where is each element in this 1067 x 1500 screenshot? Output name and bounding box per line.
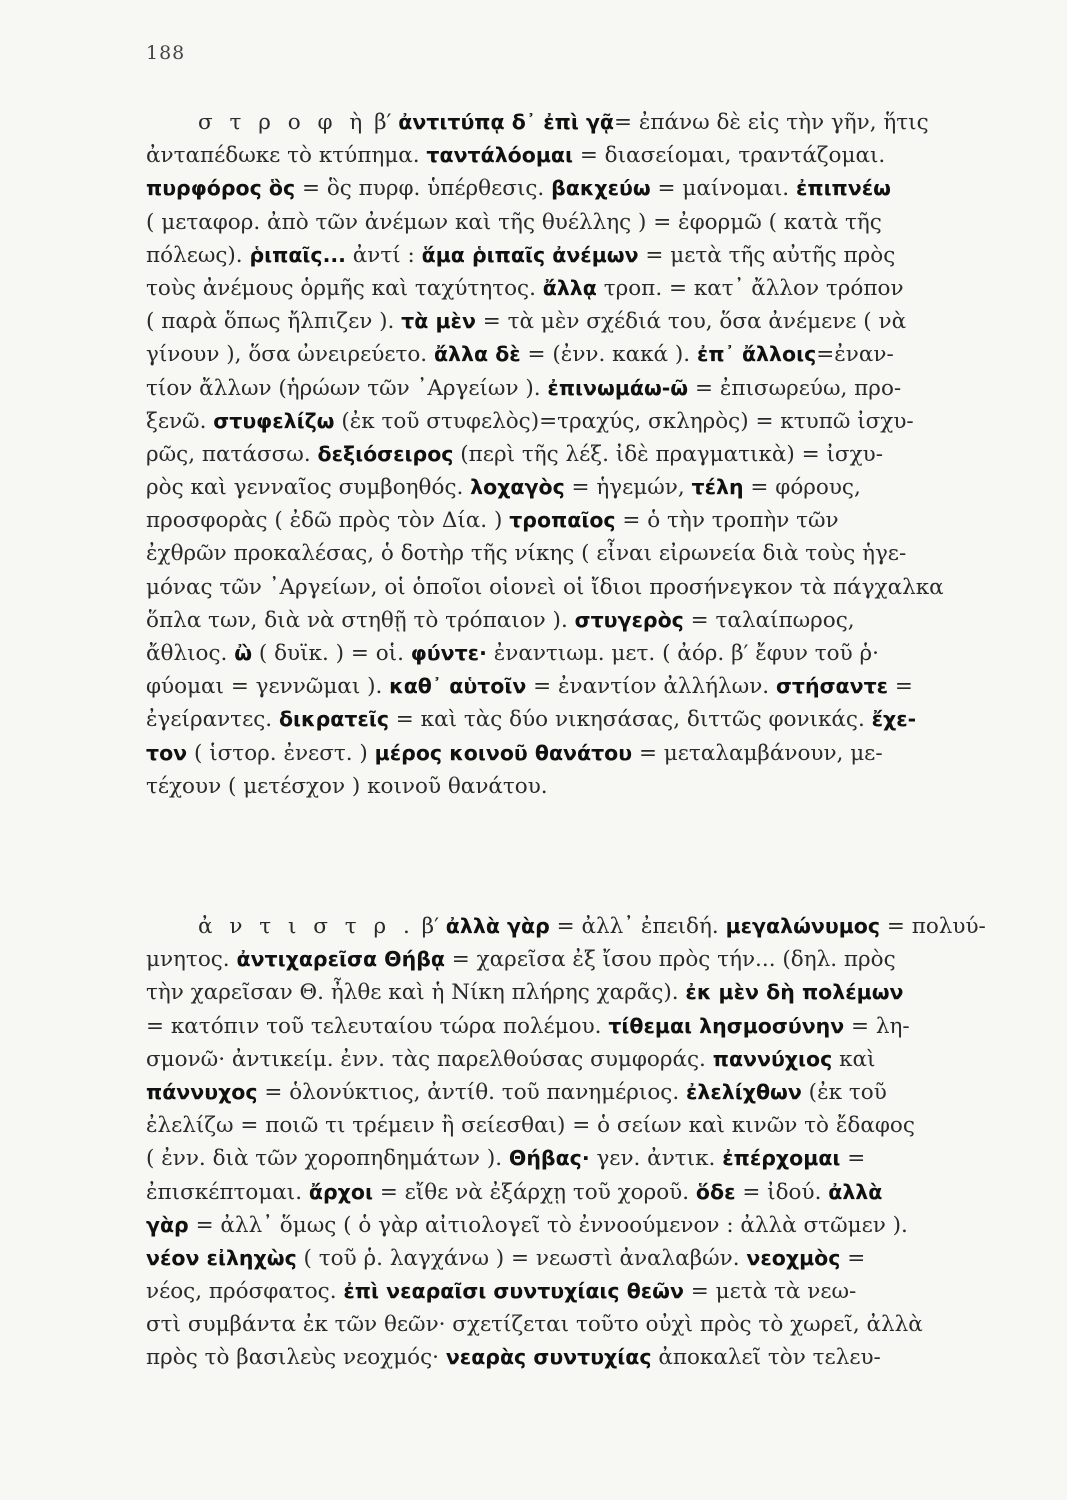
gloss-text: = κατόπιν τοῦ τελευταίου τώρα πολέμου.	[146, 1013, 609, 1039]
text-line	[146, 504, 1046, 537]
gloss-text: τέχουν ( μετέσχον ) κοινοῦ θανάτου.	[146, 773, 548, 799]
gloss-text: ( ἱστορ. ἐνεστ. )	[187, 740, 375, 766]
lemma: στήσαντε	[775, 674, 889, 699]
gloss-text: καὶ	[832, 1046, 876, 1072]
gloss-text: ( ἐνν. διὰ τῶν χοροπηδημάτων ).	[146, 1146, 509, 1172]
gloss-text: = χαρεῖσα ἐξ ἴσου πρὸς τήν... (δηλ. πρὸς	[444, 947, 896, 973]
lemma: φύντε·	[410, 641, 487, 665]
gloss-text: = ἡγεμών,	[564, 475, 692, 501]
lemma: λοχαγὸς	[470, 475, 565, 500]
lemma: νέον εἰληχὼς	[146, 1245, 297, 1270]
gloss-text: =	[840, 1146, 866, 1172]
gloss-text: = μαίνομαι.	[650, 176, 796, 202]
gloss-text: = ἐπισωρεύω, προ-	[688, 375, 902, 401]
gloss-text: = ὃς πυρφ. ὑπέρθεσις.	[295, 176, 552, 202]
gloss-text: = εἴθε νὰ ἐξάρχῃ τοῦ χοροῦ.	[372, 1179, 696, 1205]
lemma: ἔχε-	[871, 707, 917, 732]
text-line	[146, 139, 1046, 172]
gloss-text: =	[888, 674, 913, 700]
lemma: μεγαλώνυμος	[725, 914, 881, 938]
text-line	[146, 239, 1046, 272]
lemma: νεοχμὸς	[746, 1245, 841, 1270]
text-line	[146, 206, 1046, 239]
text-line	[146, 272, 1046, 305]
gloss-text: τίον ἄλλων (ἡρώων τῶν ᾽Αργείων ).	[146, 375, 548, 401]
lemma: ἄλλα δὲ	[433, 342, 521, 367]
gloss-text: ( δυϊκ. ) = οἱ.	[252, 641, 411, 666]
lemma: τὰ μὲν	[401, 309, 476, 334]
text-line	[146, 571, 1046, 604]
text-line	[146, 1308, 1046, 1341]
lemma: ἐκ μὲν δὴ πολέμων	[685, 980, 904, 1005]
gloss-text: πρὸς τὸ βασιλεὺς νεοχμός·	[146, 1345, 446, 1371]
lemma: τροπαῖος	[509, 508, 616, 533]
gloss-text: νέος, πρόσφατος.	[146, 1279, 344, 1305]
text-line	[146, 405, 1046, 438]
text-line	[146, 1176, 1046, 1209]
gloss-text: ἐλελίζω = ποιῶ τι τρέμειν ἢ σείεσθαι) = ὁ σείων καὶ κινῶν τὸ ἔδαφος	[146, 1113, 915, 1139]
gloss-text: (περὶ τῆς λέξ. ἰδὲ πραγματικὰ) = ἰσχυ-	[453, 441, 883, 467]
gloss-text: =	[840, 1245, 866, 1271]
lemma: στυφελίζω	[213, 408, 335, 433]
lemma: τίθεμαι λησμοσύνην	[608, 1013, 845, 1038]
gloss-text: μνητος.	[146, 947, 237, 973]
lemma: μέρος κοινοῦ θανάτου	[374, 740, 633, 765]
text-line	[146, 1341, 1046, 1374]
text-line	[146, 943, 1046, 976]
gloss-text: ὅπλα των, διὰ νὰ στηθῇ τὸ τρόπαιον ).	[146, 607, 575, 633]
lemma: ἀλλὰ γὰρ	[445, 914, 550, 938]
gloss-text: = ἰδού.	[735, 1179, 829, 1205]
text-line	[146, 1275, 1046, 1308]
gloss-text: = μεταλαμβάνουν, με-	[632, 740, 883, 766]
lemma: πυρφόρος ὃς	[146, 176, 296, 201]
gloss-text: = ταλαίπωρος,	[683, 607, 855, 633]
text-line	[146, 338, 1046, 371]
gloss-text: στὶ συμβάντα ἐκ τῶν θεῶν· σχετίζεται τοῦτο οὐχὶ πρὸς τὸ χωρεῖ, ἀλλὰ	[146, 1312, 923, 1338]
lemma: ὢ	[234, 641, 253, 665]
lemma: παννύχιος	[712, 1046, 833, 1071]
section-label: σ τ ρ ο φ ὴ	[198, 110, 368, 135]
gloss-text: τοὺς ἀνέμους ὁρμῆς καὶ ταχύτητος.	[146, 275, 543, 301]
lemma: ἐπὶ νεαραῖσι συντυχίαις θεῶν	[343, 1279, 684, 1304]
gloss-text: ( μεταφορ. ἀπὸ τῶν ἀνέμων καὶ τῆς θυέλλης ) = ἐφορμῶ ( κατὰ τῆς	[146, 209, 882, 235]
lemma: γὰρ	[146, 1212, 189, 1237]
gloss-text: = ἐναντίον ἀλλήλων.	[526, 674, 776, 700]
gloss-text: (ἐκ τοῦ στυφελὸς)=τραχύς, σκληρὸς) = κτυπῶ ἰσχυ-	[334, 408, 914, 434]
gloss-text: μόνας τῶν ᾽Αργείων, οἱ ὁποῖοι οἱονεὶ οἱ ἴδιοι προσήνεγκον τὰ πάγχαλκα	[146, 574, 944, 600]
lemma: ταντάλόομαι	[426, 143, 573, 168]
text-line	[146, 703, 1046, 736]
gloss-text: ξενῶ.	[146, 408, 214, 434]
text-line	[146, 670, 1046, 703]
gloss-text: ἐπισκέπτομαι.	[146, 1179, 309, 1205]
gloss-text: ἐχθρῶν προκαλέσας, ὁ δοτὴρ τῆς νίκης ( εἶναι εἰρωνεία διὰ τοὺς ἡγε-	[146, 541, 907, 567]
text-line	[146, 305, 1046, 338]
lemma: δεξιόσειρος	[317, 441, 454, 466]
lemma: ἐπιπνέω	[795, 176, 891, 201]
lemma: ἀντιχαρεῖσα Θήβᾳ	[236, 947, 445, 972]
gloss-text: = μετὰ τὰ νεω-	[683, 1279, 857, 1305]
gloss-text: = λη-	[844, 1013, 910, 1039]
gloss-text: πόλεως).	[146, 242, 250, 268]
text-line	[146, 1209, 1046, 1242]
lemma: ἐπέρχομαι	[722, 1146, 841, 1171]
lemma: ῥιπαῖς...	[249, 242, 346, 267]
gloss-text: γεν. ἀντικ.	[589, 1146, 723, 1172]
text-line	[146, 106, 1046, 139]
text-line	[146, 770, 1046, 803]
gloss-text: τὴν χαρεῖσαν Θ. ἦλθε καὶ ἡ Νίκη πλήρης χαρᾶς).	[146, 980, 686, 1006]
lemma: ἐλελίχθων	[686, 1079, 802, 1104]
text-line	[146, 537, 1046, 570]
lemma: ἄλλᾳ	[542, 275, 597, 300]
text-line	[146, 1242, 1046, 1275]
text-line	[146, 910, 1046, 943]
gloss-text: = μετὰ τῆς αὐτῆς πρὸς	[638, 242, 896, 268]
gloss-text: β′	[414, 914, 446, 939]
gloss-text: ἐναντιωμ. μετ. ( ἀόρ. β′ ἔφυν τοῦ ῥ·	[486, 641, 879, 666]
gloss-text: = ἐπάνω δὲ εἰς τὴν γῆν, ἥτις	[614, 110, 929, 135]
lemma: νεαρὰς συντυχίας	[445, 1345, 652, 1370]
gloss-text: γίνουν ), ὅσα ὠνειρεύετο.	[146, 342, 434, 368]
lemma: ἄρχοι	[308, 1179, 373, 1204]
text-line	[146, 172, 1046, 205]
section-label: ἀ ν τ ι σ τ ρ .	[198, 914, 415, 939]
text-line	[146, 737, 1046, 770]
gloss-text: (ἐκ τοῦ	[801, 1079, 887, 1105]
gloss-text: = ἀλλ᾽ ὅμως ( ὁ γὰρ αἰτιολογεῖ τὸ ἐννοούμενον : ἀλλὰ στῶμεν ).	[188, 1212, 908, 1238]
lemma: ἐπ᾽ ἄλλοις	[696, 342, 817, 367]
gloss-text: ἀνταπέδωκε τὸ κτύπημα.	[146, 143, 427, 169]
gloss-text: σμονῶ· ἀντικείμ. ἐνν. τὰς παρελθούσας συμφοράς.	[146, 1046, 713, 1072]
lemma: καθ᾽ αὑτοῖν	[389, 674, 527, 699]
gloss-text: β′	[367, 110, 399, 135]
gloss-text: = διασείομαι, τραντάζομαι.	[573, 143, 886, 169]
strophe-commentary	[146, 106, 1046, 803]
gloss-text: ρῶς, πατάσσω.	[146, 441, 318, 467]
text-line	[146, 1076, 1046, 1109]
gloss-text: ἐγείραντες.	[146, 707, 279, 733]
gloss-text: = (ἐνν. κακά ).	[520, 342, 697, 368]
gloss-text: = πολυύ-	[880, 914, 986, 939]
text-line	[146, 372, 1046, 405]
lemma: Θήβας·	[508, 1146, 590, 1171]
gloss-text: = τὰ μὲν σχέδιά του, ὅσα ἀνέμενε ( νὰ	[475, 309, 907, 335]
gloss-text: ( τοῦ ῥ. λαγχάνω ) = νεωστὶ ἀναλαβών.	[296, 1245, 747, 1271]
lemma: τέλη	[691, 475, 744, 500]
gloss-text: φύομαι = γεννῶμαι ).	[146, 674, 390, 700]
lemma: ὅδε	[695, 1179, 736, 1204]
gloss-text: τροπ. = κατ᾽ ἄλλον τρόπον	[596, 275, 904, 301]
lemma: ἀλλὰ	[828, 1179, 883, 1204]
text-line	[146, 1043, 1046, 1076]
text-line	[146, 604, 1046, 637]
text-line	[146, 1010, 1046, 1043]
gloss-text: =ἐναν-	[816, 342, 894, 368]
page-number: 188	[146, 42, 186, 64]
lemma: βακχεύω	[551, 176, 651, 201]
antistrophe-commentary	[146, 910, 1046, 1375]
lemma: ἐπινωμάω-ῶ	[547, 375, 689, 400]
gloss-text: = ὁ τὴν τροπὴν τῶν	[615, 508, 839, 534]
text-line	[146, 438, 1046, 471]
gloss-text: προσφορὰς ( ἐδῶ πρὸς τὸν Δία. )	[146, 508, 510, 534]
lemma: τον	[146, 740, 188, 765]
gloss-text: = φόρους,	[743, 475, 861, 501]
gloss-text: = καὶ τὰς δύο νικησάσας, διττῶς φονικάς.	[388, 707, 872, 733]
gloss-text: = ὁλονύκτιος, ἀντίθ. τοῦ πανημέριος.	[257, 1079, 686, 1105]
text-line	[146, 471, 1046, 504]
text-line	[146, 1142, 1046, 1175]
gloss-text: ρὸς καὶ γενναῖος συμβοηθός.	[146, 475, 471, 501]
text-line	[146, 637, 1046, 670]
gloss-text: ἀντί :	[345, 242, 422, 268]
lemma: ἅμα ῥιπαῖς ἀνέμων	[421, 242, 639, 267]
text-line	[146, 1109, 1046, 1142]
lemma: δικρατεῖς	[278, 707, 389, 732]
lemma: στυγερὸς	[574, 607, 684, 632]
gloss-text: ἄθλιος.	[146, 641, 235, 666]
gloss-text: ἀποκαλεῖ τὸν τελευ-	[651, 1345, 881, 1371]
lemma: ἀντιτύπᾳ δ᾽ ἐπὶ γᾷ	[398, 110, 615, 134]
gloss-text: = ἀλλ᾽ ἐπειδή.	[549, 914, 726, 939]
lemma: πάννυχος	[146, 1079, 258, 1104]
gloss-text: ( παρὰ ὅπως ἤλπιζεν ).	[146, 309, 402, 335]
text-line	[146, 976, 1046, 1009]
